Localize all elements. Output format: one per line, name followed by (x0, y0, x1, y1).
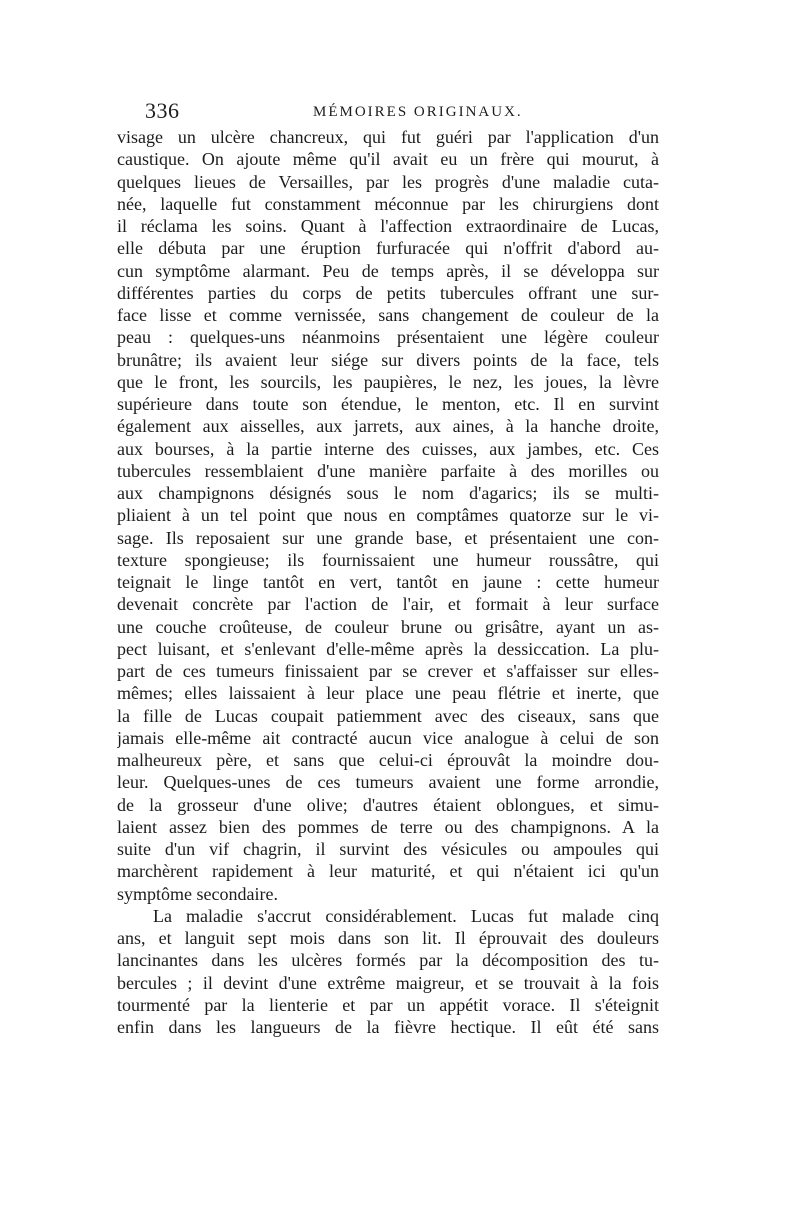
text-line: il réclama les soins. Quant à l'affection extraordinaire de Lucas, (117, 216, 659, 236)
text-line: malheureux père, et sans que celui-ci éprouvât la moindre dou- (117, 750, 659, 770)
text-line: que le front, les sourcils, les paupières, le nez, les joues, la lèvre (117, 371, 659, 392)
text-line: suite d'un vif chagrin, il survint des vésicules ou ampoules qui (117, 839, 659, 859)
page-number: 336 (145, 98, 180, 123)
text-line: part de ces tumeurs finissaient par se crever et s'affaisser sur elles- (117, 661, 659, 681)
text-line: caustique. On ajoute même qu'il avait eu un frère qui mourut, à (117, 149, 659, 170)
text-line: face lisse et comme vernissée, sans changement de couleur de la (117, 305, 659, 325)
text-line: pect luisant, et s'enlevant d'elle-même après la dessiccation. La plu- (117, 638, 659, 659)
text-line: née, laquelle fut constamment méconnue par les chirurgiens dont (117, 193, 659, 214)
text-line: leur. Quelques-unes de ces tumeurs avaient une forme arrondie, (117, 772, 659, 793)
text-line: jamais elle-même ait contracté aucun vice analogue à celui de son (117, 727, 659, 748)
text-line: une couche croûteuse, de couleur brune ou grisâtre, ayant un as- (117, 616, 659, 637)
text-line: aux champignons désignés sous le nom d'agarics; ils se multi- (117, 483, 659, 503)
text-line: ans, et languit sept mois dans son lit. Il éprouvait des douleurs (117, 928, 659, 948)
text-line: symptôme secondaire. (117, 883, 278, 904)
text-line: teignait le linge tantôt en vert, tantôt en jaune : cette humeur (117, 572, 659, 592)
text-line: de la grosseur d'une olive; d'autres étaient oblongues, et simu- (117, 794, 659, 815)
text-line: bercules ; il devint d'une extrême maigreur, et se trouvait à la fois (117, 972, 659, 993)
text-line: lancinantes dans les ulcères formés par la décomposition des tu- (117, 950, 659, 971)
text-line: différentes parties du corps de petits tubercules offrant une sur- (117, 282, 659, 303)
text-line: mêmes; elles laissaient à leur place une peau flétrie et inerte, que (117, 683, 659, 704)
text-line: également aux aisselles, aux jarrets, aux aines, à la hanche droite, (117, 416, 659, 437)
text-line: La maladie s'accrut considérablement. Lucas fut malade cinq (153, 905, 659, 926)
body-text (117, 126, 659, 1038)
text-line: enfin dans les langueurs de la fièvre hectique. Il eût été sans (117, 1017, 659, 1037)
text-line: cun symptôme alarmant. Peu de temps après, il se développa sur (117, 260, 659, 281)
text-line: supérieure dans toute son étendue, le menton, etc. Il en survint (117, 394, 659, 414)
text-line: brunâtre; ils avaient leur siége sur divers points de la face, tels (117, 349, 659, 370)
text-line: tourmenté par la lienterie et par un appétit vorace. Il s'éteignit (117, 994, 659, 1015)
text-line: peau : quelques-uns néanmoins présentaient une légère couleur (117, 327, 659, 348)
text-line: quelques lieues de Versailles, par les progrès d'une maladie cuta- (117, 171, 659, 192)
text-line: sage. Ils reposaient sur une grande base, et présentaient une con- (117, 527, 659, 548)
text-line: la fille de Lucas coupait patiemment avec des ciseaux, sans que (117, 705, 659, 726)
text-line: laient assez bien des pommes de terre ou des champignons. A la (117, 816, 659, 837)
text-line: devenait concrète par l'action de l'air, et formait à leur surface (117, 594, 659, 615)
text-line: tubercules ressemblaient d'une manière parfaite à des morilles ou (117, 460, 659, 481)
text-line: texture spongieuse; ils fournissaient une humeur roussâtre, qui (117, 549, 659, 570)
text-line: marchèrent rapidement à leur maturité, et qui n'étaient ici qu'un (117, 861, 659, 882)
running-head (145, 98, 655, 124)
text-line: pliaient à un tel point que nous en comptâmes quatorze sur le vi- (117, 505, 659, 526)
text-line: aux bourses, à la partie interne des cuisses, aux jambes, etc. Ces (117, 438, 659, 459)
text-line: visage un ulcère chancreux, qui fut guéri par l'application d'un (117, 127, 659, 147)
running-title: MÉMOIRES ORIGINAUX. (313, 104, 523, 120)
text-line: elle débuta par une éruption furfuracée qui n'offrit d'abord au- (117, 238, 659, 259)
